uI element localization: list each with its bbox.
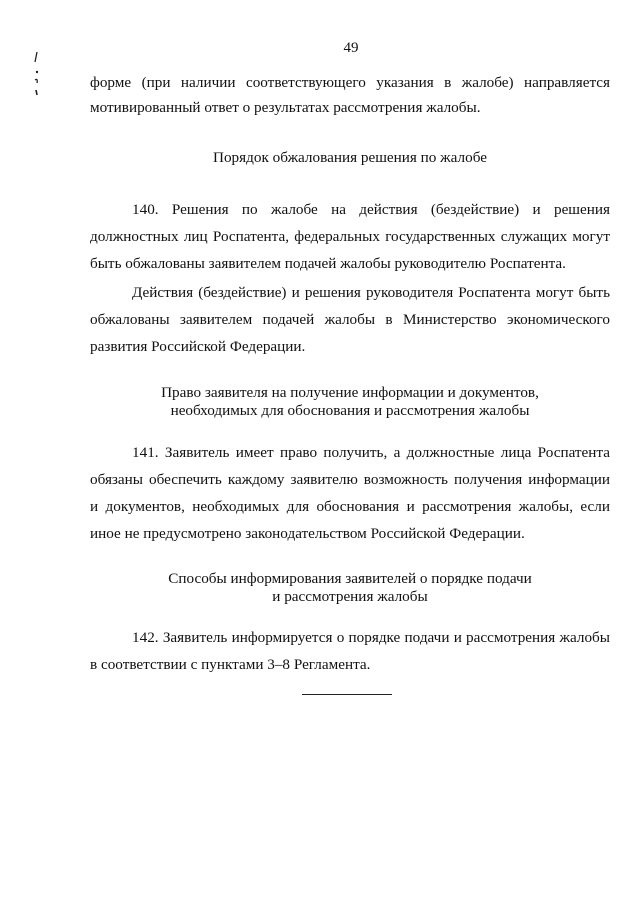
paragraph-141-line-4: иное не предусмотрено законодательством Российской Федерации. bbox=[90, 525, 525, 542]
heading-line: Способы информирования заявителей о порядке подачи bbox=[168, 570, 532, 587]
paragraph-141-line-1: 141. Заявитель имеет право получить, а должностные лица Роспатента bbox=[132, 444, 610, 461]
margin-scan-marks bbox=[30, 50, 44, 100]
heading-line: необходимых для обоснования и рассмотрения жалобы bbox=[170, 402, 530, 419]
paragraph-140-line-1: 140. Решения по жалобе на действия (бездействие) и решения bbox=[132, 201, 610, 218]
paragraph-141-line-3: и документов, необходимых для обоснования и рассмотрения жалобы, если bbox=[90, 498, 610, 515]
page-number: 49 bbox=[343, 40, 359, 56]
intro-line-2: мотивированный ответ о результатах рассмотрения жалобы. bbox=[90, 99, 481, 116]
intro-line-1: форме (при наличии соответствующего указания в жалобе) направляется bbox=[90, 74, 610, 91]
heading-line: и рассмотрения жалобы bbox=[272, 588, 428, 605]
paragraph-142-line-2: в соответствии с пунктами 3–8 Регламента. bbox=[90, 656, 371, 673]
paragraph-142-line-1: 142. Заявитель информируется о порядке подачи и рассмотрения жалобы bbox=[132, 629, 610, 646]
paragraph-141-line-2: обязаны обеспечить каждому заявителю возможность получения информации bbox=[90, 471, 610, 488]
section-heading-information-right bbox=[90, 384, 610, 420]
heading-line: Право заявителя на получение информации и документов, bbox=[161, 384, 539, 401]
paragraph-appeal-minister-line-2: обжалованы заявителем подачей жалобы в Министерство экономического bbox=[90, 311, 610, 328]
paragraph-140-line-2: должностных лиц Роспатента, федеральных государственных служащих могут bbox=[90, 228, 610, 245]
section-heading-appeal: Порядок обжалования решения по жалобе bbox=[212, 149, 487, 166]
paragraph-appeal-minister-line-3: развития Российской Федерации. bbox=[90, 338, 306, 355]
paragraph-appeal-minister-line-1: Действия (бездействие) и решения руководителя Роспатента могут быть bbox=[132, 284, 610, 301]
end-divider-line bbox=[302, 694, 392, 695]
section-heading-informing-methods bbox=[90, 570, 610, 606]
paragraph-140-line-3: быть обжалованы заявителем подачей жалобы руководителю Роспатента. bbox=[90, 255, 566, 272]
document-body bbox=[90, 70, 610, 677]
